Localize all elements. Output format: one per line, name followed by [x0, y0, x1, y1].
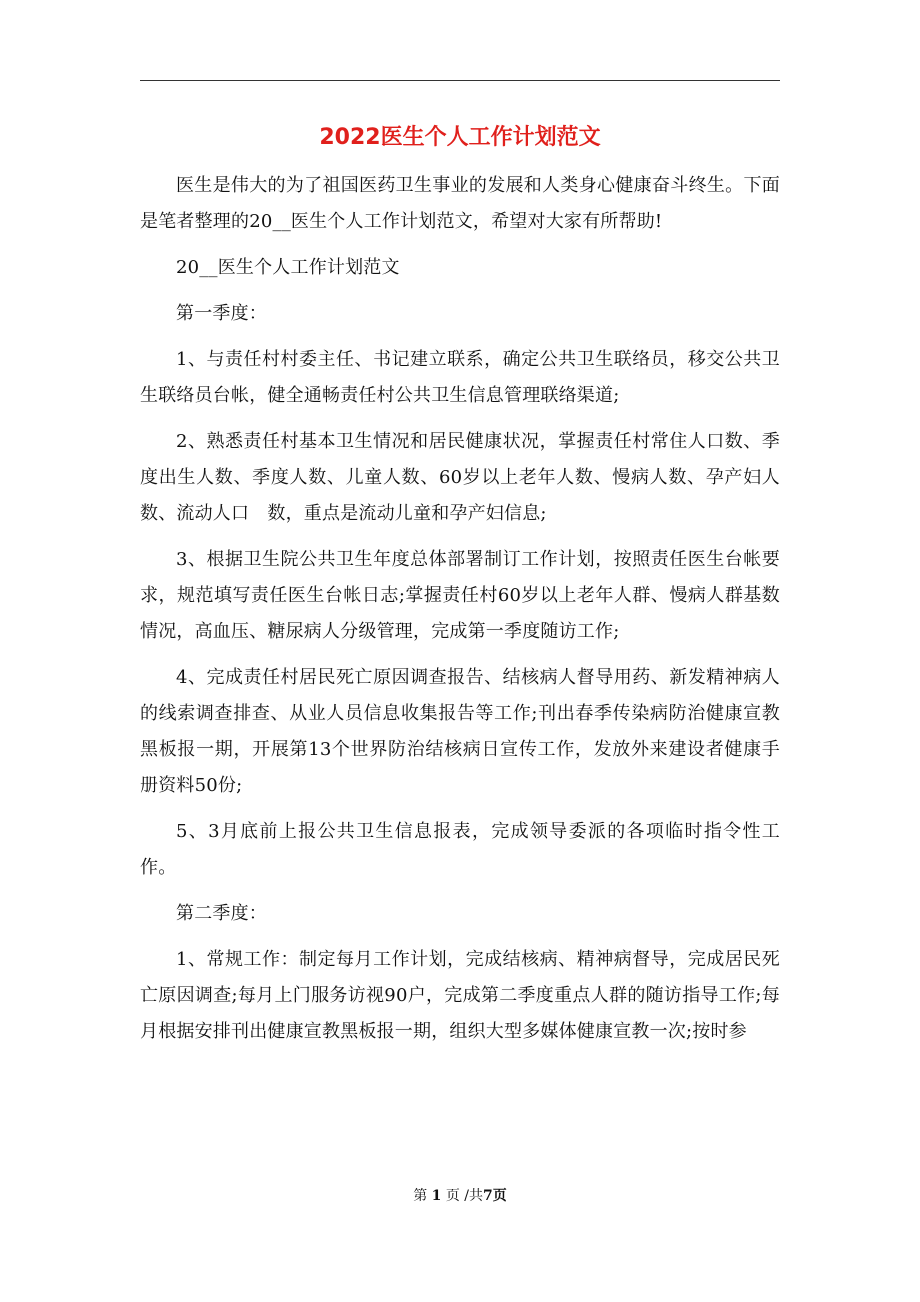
footer-middle: 页 /共: [445, 1188, 484, 1204]
paragraph-q1-item-3: 3、根据卫生院公共卫生年度总体部署制订工作计划，按照责任医生台帐要求，规范填写责任医生台帐日志;掌握责任村60岁以上老年人群、慢病人群基数情况，高血压、糖尿病人分级管理，完成第一季度随访工作;: [140, 549, 780, 642]
paragraph-q2-item-1: 1、常规工作：制定每月工作计划，完成结核病、精神病督导，完成居民死亡原因调查;每月上门服务访视90户，完成第二季度重点人群的随访指导工作;每月根据安排刊出健康宣教黑板报一期，组织大型多媒体健康宣教一次;按时参: [140, 949, 780, 1042]
paragraph-q1-item-5: 5、3月底前上报公共卫生信息报表，完成领导委派的各项临时指令性工作。: [140, 821, 780, 878]
footer-page-number: 1: [431, 1188, 442, 1204]
section-heading-q2: 第二季度：: [176, 903, 267, 924]
header-rule: [140, 80, 780, 81]
document-body: [140, 168, 780, 1060]
footer-total-pages: 7: [483, 1188, 493, 1204]
footer-suffix: 页: [492, 1188, 507, 1204]
paragraph-q1-item-1: 1、与责任村村委主任、书记建立联系，确定公共卫生联络员，移交公共卫生联络员台帐，健全通畅责任村公共卫生信息管理联络渠道;: [140, 349, 780, 406]
paragraph-subtitle: 20__医生个人工作计划范文: [176, 257, 400, 278]
paragraph-intro: 医生是伟大的为了祖国医药卫生事业的发展和人类身心健康奋斗终生。下面是笔者整理的20__医生个人工作计划范文，希望对大家有所帮助!: [140, 175, 780, 232]
footer-prefix: 第: [413, 1188, 428, 1204]
section-heading-q1: 第一季度：: [176, 303, 267, 324]
document-title: 2022医生个人工作计划范文: [319, 125, 601, 150]
paragraph-q1-item-4: 4、完成责任村居民死亡原因调查报告、结核病人督导用药、新发精神病人的线索调查排查、从业人员信息收集报告等工作;刊出春季传染病防治健康宣教黑板报一期，开展第13个世界防治结核病日宣传工作，发放外来建设者健康手册资料50份;: [140, 667, 780, 796]
paragraph-q1-item-2: 2、熟悉责任村基本卫生情况和居民健康状况，掌握责任村常住人口数、季度出生人数、季度人数、儿童人数、60岁以上老年人数、慢病人数、孕产妇人数、流动人口 数，重点是流动儿童和孕产妇信息;: [140, 431, 780, 524]
page-footer: [0, 1186, 920, 1206]
